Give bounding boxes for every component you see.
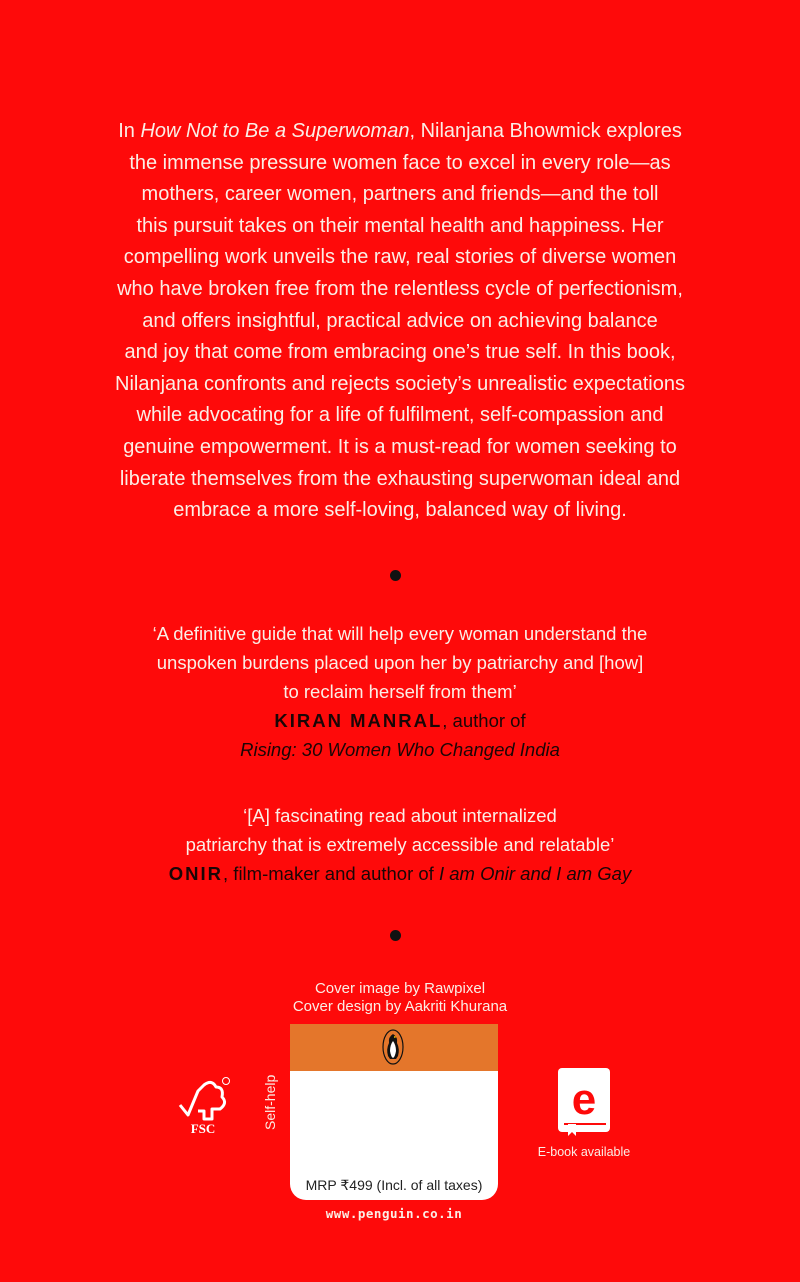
- blurb-line: who have broken free from the relentless cycle of perfectionism,: [117, 277, 683, 300]
- cover-image-credit: Cover image by Rawpixel: [314, 980, 486, 997]
- publisher-website: www.penguin.co.in: [325, 1206, 463, 1221]
- cover-credits: [200, 980, 600, 1016]
- blurb-line: mothers, career women, partners and friends—and the toll: [141, 183, 659, 206]
- blurb-line: liberate themselves from the exhausting superwoman ideal and: [119, 467, 681, 490]
- penguin-band: [290, 1024, 498, 1071]
- quote-attribution: ONIR, film-maker and author of I am Onir and I am Gay: [168, 863, 632, 884]
- cover-design-credit: Cover design by Aakriti Khurana: [292, 998, 508, 1015]
- blurb-line: Nilanjana confronts and rejects society’s unrealistic expectations: [115, 372, 685, 395]
- quote-author: ONIR: [168, 863, 224, 884]
- blurb-line: compelling work unveils the raw, real stories of diverse women: [123, 246, 677, 269]
- blurb-line: this pursuit takes on their mental health and happiness. Her: [136, 214, 664, 237]
- svg-text:e: e: [571, 1075, 597, 1124]
- quote-attribution: KIRAN MANRAL, author of: [274, 710, 526, 731]
- quote-book: Rising: 30 Women Who Changed India: [240, 739, 560, 760]
- blurb-line: In How Not to Be a Superwoman, Nilanjana Bhowmick explores: [118, 120, 682, 142]
- quote-line: unspoken burdens placed upon her by patriarchy and [how]: [156, 652, 644, 673]
- quote-line: ‘A definitive guide that will help every woman understand the: [152, 623, 648, 644]
- blurb-line: and offers insightful, practical advice on achieving balance: [142, 309, 658, 332]
- blurb-line: embrace a more self-loving, balanced way of living.: [173, 499, 627, 522]
- quote-kiran-manral: [100, 619, 700, 764]
- ebook-icon: [558, 1068, 610, 1140]
- category-label: Self-help: [262, 1074, 278, 1130]
- quote-line: to reclaim herself from them’: [283, 681, 517, 702]
- separator-dot: [390, 930, 401, 941]
- price-label: MRP ₹499 (Incl. of all taxes): [305, 1177, 483, 1193]
- blurb-line: and joy that come from embracing one’s true self. In this book,: [124, 341, 676, 364]
- quote-author: KIRAN MANRAL: [274, 710, 443, 731]
- blurb-line: the immense pressure women face to excel in every role—as: [129, 151, 671, 174]
- book-title: How Not to Be a Superwoman: [140, 120, 410, 142]
- fsc-label: FSC: [190, 1121, 216, 1136]
- book-blurb: [100, 116, 700, 527]
- separator-dot: [390, 570, 401, 581]
- price-box: [290, 1024, 498, 1200]
- quote-onir: [100, 801, 700, 888]
- blurb-line: while advocating for a life of fulfilment, self-compassion and: [136, 404, 664, 427]
- quote-line: patriarchy that is extremely accessible and relatable’: [185, 834, 615, 855]
- penguin-logo-icon: [382, 1029, 404, 1065]
- quote-line: ‘[A] fascinating read about internalized: [243, 805, 557, 826]
- ebook-available-label: E-book available: [537, 1145, 631, 1159]
- blurb-line: genuine empowerment. It is a must-read for women seeking to: [123, 435, 677, 458]
